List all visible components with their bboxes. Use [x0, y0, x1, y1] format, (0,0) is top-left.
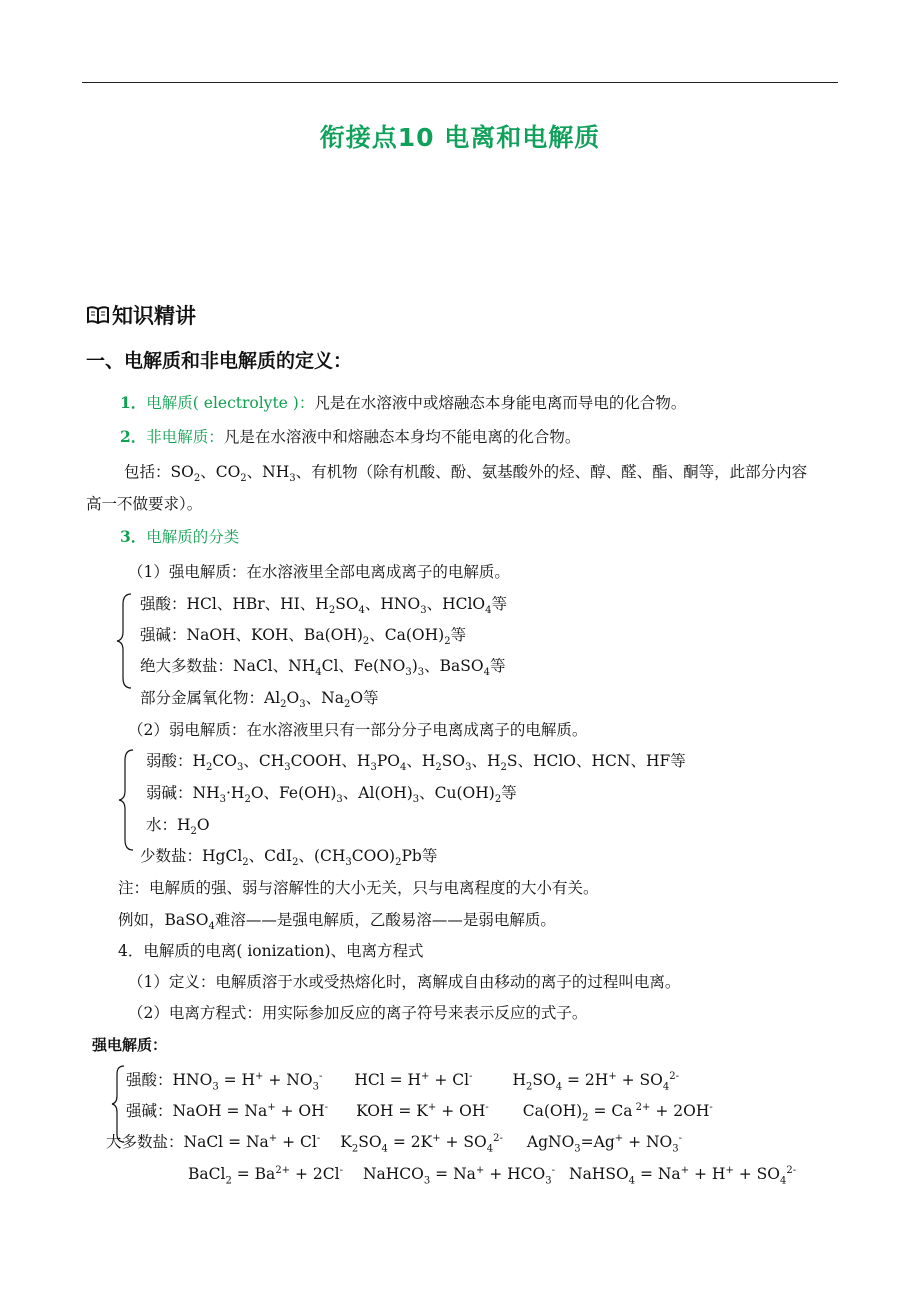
ionization-eq-def: （2）电离方程式：用实际参加反应的离子符号来表示反应的式子。 [128, 1004, 588, 1022]
most-salts: 绝大多数盐：NaCl、$NH_4Cl$、$Fe(NO_3)_3$、BaSO$_4$等 [140, 657, 506, 679]
strong-brace-icon [115, 592, 137, 690]
item2 [120, 426, 580, 448]
weak-bases: 弱碱：$NH_3\cdot H_2O$、$Fe(OH)_3$、$Al(OH)_3$、$Cu(OH)_2$等 [146, 784, 517, 806]
strong-bases: 强碱：NaOH、KOH、$Ba(OH)_2$、$Ca(OH)_2$等 [140, 626, 467, 648]
note: 注：电解质的强、弱与溶解性的大小无关，只与电离程度的大小有关。 [118, 879, 599, 897]
item2-text: 凡是在水溶液中和熔融态本身均不能电离的化合物。 [223, 428, 581, 446]
example: 例如，BaSO$_4$难溶——是强电解质，乙酸易溶——是弱电解质。 [118, 911, 556, 933]
includes-line1: 包括：$SO_2$、$CO_2$、$NH_3$、有机物（除有机酸、酚、氨基酸外的烃、醇、醛、酯、酮等，此部分内容 [124, 463, 808, 485]
section1-heading: 一、电解质和非电解质的定义： [86, 350, 353, 372]
item1-text: 凡是在水溶液中或熔融态本身能电离而导电的化合物。 [314, 394, 687, 412]
includes-line2: 高一不做要求）。 [86, 495, 203, 513]
item2-term: 非电解质： [146, 428, 224, 446]
item1-num: 1． [120, 393, 147, 412]
weak-electrolyte-def: （2）弱电解质：在水溶液里只有一部分分子电离成离子的电解质。 [128, 721, 588, 739]
water: 水：$H_2O$ [146, 816, 210, 838]
strong-heading: 强电解质： [92, 1036, 168, 1054]
strong-acids: 强酸：HCl、HBr、HI、$H_2SO_4$、$HNO_3$、HClO$_4$等 [140, 595, 508, 617]
page-title: 衔接点10 电离和电解质 [319, 123, 601, 152]
weak-acids: 弱酸：$H_2CO_3$、$CH_3COOH$、$H_3PO_4$、$H_2SO_3$、$H_2S$、HClO、HCN、HF等 [146, 752, 686, 774]
item1-term: 电解质( electrolyte )： [146, 394, 315, 412]
weak-brace-icon [117, 748, 139, 852]
few-salts: 少数盐：HgCl$_2$、CdI$_2$、$(CH_3COO)_2Pb$等 [140, 847, 438, 869]
item4: 4．电解质的电离( ionization)、电离方程式 [118, 942, 424, 960]
knowledge-heading [86, 302, 196, 330]
book-icon [86, 305, 110, 325]
item3: 3．电解质的分类 [120, 527, 240, 546]
eq-strong-acids: 强酸：$HNO_3 = H^+ + NO_3^-$ HCl = H+ + Cl- $H_2SO_4 = 2H^+ + SO_4^{2-}$ [126, 1071, 680, 1093]
eq-strong-bases: 强碱：NaOH = Na+ + OH- KOH = K+ + OH- $Ca(OH)_2 = Ca$ $^{2+}$ + 2OH- [126, 1102, 713, 1124]
ionization-def: （1）定义：电解质溶于水或受热熔化时，离解成自由移动的离子的过程叫电离。 [128, 973, 681, 991]
item2-num: 2． [120, 427, 147, 446]
eq-salts-row2: BaCl$_2$ = $Ba^{2+} + 2Cl^-$ NaHCO$_3$ = $Na^+ + HCO_3^-$ NaHSO$_4$ = $Na^+ + H^+ + SO_4^{2-}$ [188, 1165, 797, 1187]
eq-salts-row1: 大多数盐：NaCl = Na+ + Cl- $K_2SO_4 = 2K^+ + SO_4^{2-}$ AgNO$_3$=Ag+ + $NO_3^-$ [106, 1133, 683, 1155]
knowledge-heading-text: 知识精讲 [112, 304, 196, 328]
strong-electrolyte-def: （1）强电解质：在水溶液里全部电离成离子的电解质。 [128, 563, 510, 581]
header-rule [82, 82, 838, 83]
item1 [120, 392, 686, 414]
metal-oxides: 部分金属氧化物：$Al_2O_3$、$Na_2O$等 [140, 689, 379, 711]
